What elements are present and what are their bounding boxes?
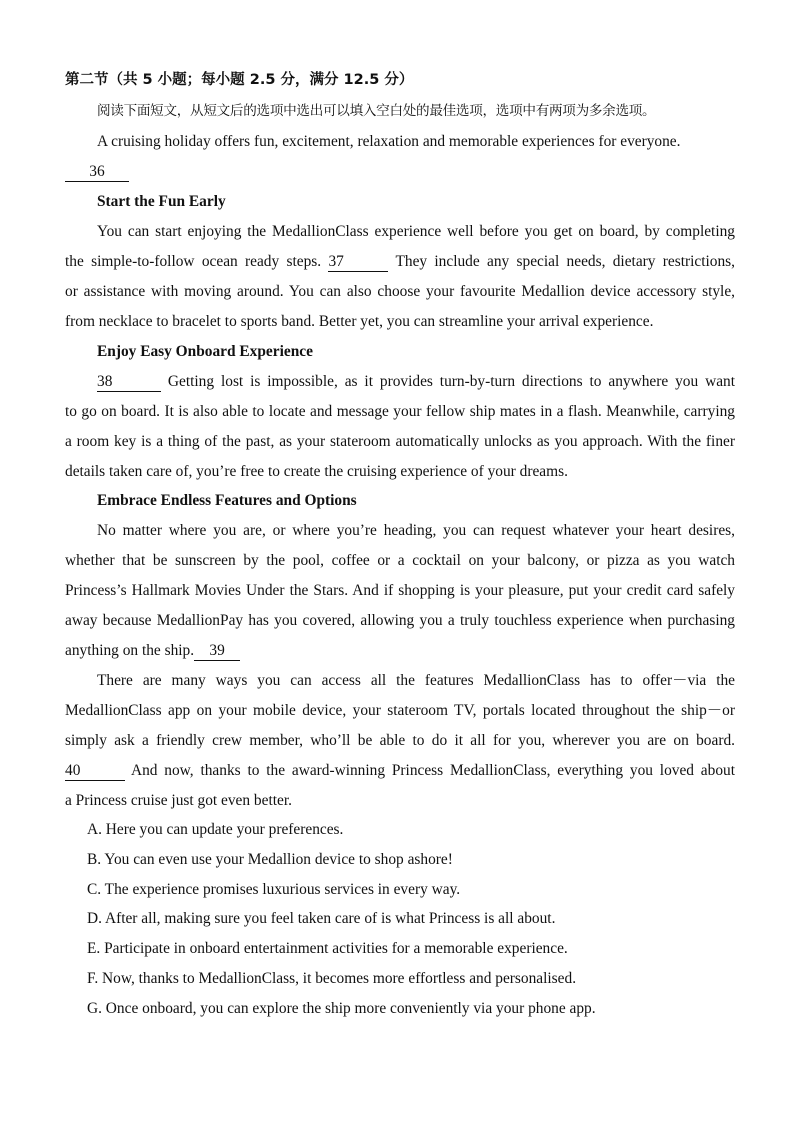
heading-features-options: Embrace Endless Features and Options (97, 492, 357, 509)
p3-line-5-text: anything on the ship. (65, 642, 195, 659)
p3-line-4: away because MedallionPay has you covered, allowing you a truly touchless experience when purchasing (65, 612, 735, 629)
p2-line-2: to go on board. It is also able to locate and message your fellow ship mates in a flash. Meanwhile, carrying (65, 403, 735, 420)
heading-start-fun-early: Start the Fun Early (97, 193, 226, 210)
p2-line-3: a room key is a thing of the past, as your stateroom automatically unlocks as you approach. With the finer (65, 433, 735, 450)
blank-37[interactable]: 37 (328, 254, 388, 272)
p1-line-2 (65, 252, 735, 272)
p1-line-2a: the simple-to-follow ocean ready steps. (65, 253, 322, 270)
option-b: B. You can even use your Medallion device to shop ashore! (87, 851, 453, 868)
p4-line-5: a Princess cruise just got even better. (65, 792, 292, 809)
option-c: C. The experience promises luxurious services in every way. (87, 881, 461, 898)
p3-line-1: No matter where you are, or where you’re heading, you can request whatever your heart desires, (97, 522, 735, 539)
p4-line-2: MedallionClass app on your mobile device, your stateroom TV, portals located throughout the ship－or (65, 702, 735, 719)
blank-38[interactable]: 38 (97, 374, 161, 392)
section-title: 第二节（共 5 小题；每小题 2.5 分，满分 12.5 分） (65, 72, 414, 88)
blank-40[interactable]: 40 (65, 763, 125, 781)
option-f: F. Now, thanks to MedallionClass, it becomes more effortless and personalised. (87, 970, 577, 987)
section-instruction: 阅读下面短文，从短文后的选项中选出可以填入空白处的最佳选项，选项中有两项为多余选项。 (97, 103, 656, 119)
option-e: E. Participate in onboard entertainment activities for a memorable experience. (87, 940, 568, 957)
p2-line-1-text: Getting lost is impossible, as it provides turn-by-turn directions to anywhere you want (167, 373, 735, 390)
p1-line-4: from necklace to bracelet to sports band. Better yet, you can streamline your arrival experience. (65, 313, 654, 330)
p3-line-2: whether that be sunscreen by the pool, coffee or a cocktail on your balcony, or pizza as you watch (65, 552, 735, 569)
option-a: A. Here you can update your preferences. (87, 821, 344, 838)
blank-36-line (65, 162, 735, 182)
p3-line-5 (65, 641, 735, 661)
p4-line-4-text: And now, thanks to the award-winning Princess MedallionClass, everything you loved about (130, 762, 735, 779)
p3-line-3: Princess’s Hallmark Movies Under the Stars. And if shopping is your pleasure, put your credit card safely (65, 582, 735, 599)
p1-line-1: You can start enjoying the MedallionClass experience well before you get on board, by completing (97, 223, 735, 240)
option-d: D. After all, making sure you feel taken care of is what Princess is all about. (87, 910, 556, 927)
option-g: G. Once onboard, you can explore the ship more conveniently via your phone app. (87, 1000, 596, 1017)
passage-intro: A cruising holiday offers fun, excitement, relaxation and memorable experiences for everyone. (97, 133, 681, 150)
p1-line-3: or assistance with moving around. You can also choose your favourite Medallion device accessory style, (65, 283, 735, 300)
p4-line-1: There are many ways you can access all the features MedallionClass has to offer－via the (97, 672, 735, 689)
blank-39[interactable]: 39 (194, 643, 240, 661)
p4-line-3: simply ask a friendly crew member, who’ll be able to do it all for you, wherever you are on board. (65, 732, 735, 749)
p2-line-4: details taken care of, you’re free to create the cruising experience of your dreams. (65, 463, 568, 480)
p1-line-2b: They include any special needs, dietary restrictions, (395, 253, 736, 270)
heading-onboard-experience: Enjoy Easy Onboard Experience (97, 343, 313, 360)
p2-line-1 (65, 372, 735, 392)
p4-line-4 (65, 761, 735, 781)
blank-36[interactable]: 36 (65, 164, 129, 182)
